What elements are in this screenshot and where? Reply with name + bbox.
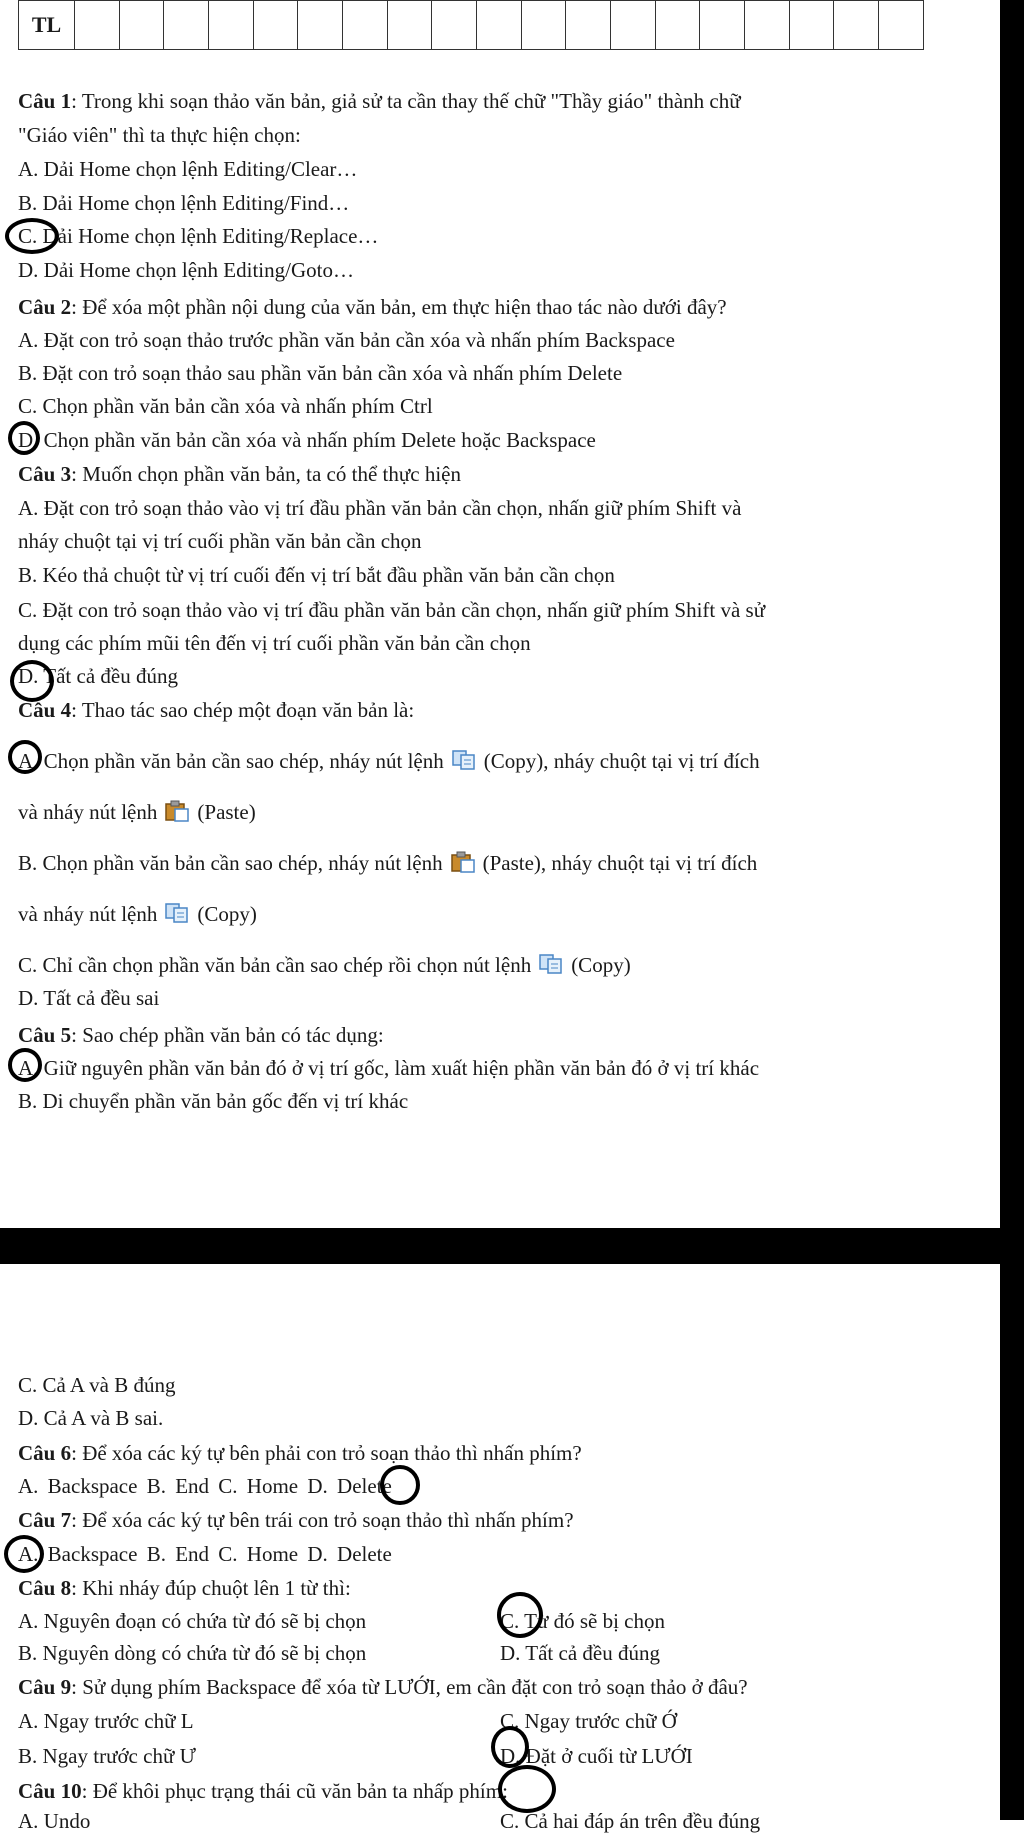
q9-stem: Câu 9: Sử dụng phím Backspace để xóa từ LƯỚI, em cần đặt con trỏ soạn thảo ở đâu? — [18, 1675, 748, 1699]
q4-option-d: D. Tất cả đều sai — [18, 986, 160, 1010]
q1-option-a: A. Dải Home chọn lệnh Editing/Clear… — [18, 157, 358, 181]
q5-stem: Câu 5: Sao chép phần văn bản có tác dụng: — [18, 1023, 384, 1047]
paste-icon — [449, 851, 477, 873]
q2-option-b: B. Đặt con trỏ soạn thảo sau phần văn bản cần xóa và nhấn phím Delete — [18, 361, 623, 385]
header-grid — [18, 0, 924, 50]
q5-option-d: D. Cả A và B sai. — [18, 1406, 164, 1430]
page-divider-bar — [0, 1228, 1024, 1264]
q10-option-a: A. Undo — [18, 1809, 91, 1833]
q4-option-b-cont: và nháy nút lệnh (Copy) — [18, 902, 257, 926]
q5-option-a: A. Giữ nguyên phần văn bản đó ở vị trí gốc, làm xuất hiện phần văn bản đó ở vị trí khác — [18, 1056, 760, 1080]
answer-mark-circle — [8, 421, 40, 455]
q8-option-b: B. Nguyên dòng có chứa từ đó sẽ bị chọn — [18, 1641, 367, 1665]
q10-option-c: C. Cả hai đáp án trên đều đúng — [500, 1809, 761, 1833]
answer-mark-circle — [497, 1592, 543, 1638]
q10-stem: Câu 10: Để khôi phục trạng thái cũ văn bản ta nhấp phím: — [18, 1779, 508, 1803]
copy-icon — [450, 749, 478, 771]
copy-icon — [163, 902, 191, 924]
answer-mark-circle — [8, 740, 42, 774]
q4-option-a: A. Chọn phần văn bản cần sao chép, nháy nút lệnh (Copy), nháy chuột tại vị trí đích — [18, 749, 760, 773]
q9-option-b: B. Ngay trước chữ Ư — [18, 1744, 196, 1768]
q7-stem: Câu 7: Để xóa các ký tự bên trái con trỏ soạn thảo thì nhấn phím? — [18, 1508, 574, 1532]
q4-option-b: B. Chọn phần văn bản cần sao chép, nháy nút lệnh (Paste), nháy chuột tại vị trí đích — [18, 851, 758, 875]
q4-option-a-cont: và nháy nút lệnh (Paste) — [18, 800, 256, 824]
q6-options: A. Backspace B. End C. Home D. Delete — [18, 1474, 392, 1498]
q7-options: A. Backspace B. End C. Home D. Delete — [18, 1542, 392, 1566]
q1-option-b: B. Dải Home chọn lệnh Editing/Find… — [18, 191, 350, 215]
answer-mark-circle — [380, 1465, 420, 1505]
q3-option-c: C. Đặt con trỏ soạn thảo vào vị trí đầu phần văn bản cần chọn, nhấn giữ phím Shift và sử — [18, 598, 766, 622]
q9-option-c: C. Ngay trước chữ Ớ — [500, 1709, 677, 1733]
q3-option-a: A. Đặt con trỏ soạn thảo vào vị trí đầu phần văn bản cần chọn, nhấn giữ phím Shift và — [18, 496, 742, 520]
q5-option-c: C. Cả A và B đúng — [18, 1373, 176, 1397]
q5-option-b: B. Di chuyển phần văn bản gốc đến vị trí khác — [18, 1089, 409, 1113]
q4-option-c: C. Chỉ cần chọn phần văn bản cần sao chép rồi chọn nút lệnh (Copy) — [18, 953, 631, 977]
q9-option-a: A. Ngay trước chữ L — [18, 1709, 194, 1733]
q8-option-c: C. Từ đó sẽ bị chọn — [500, 1609, 665, 1633]
q2-option-c: C. Chọn phần văn bản cần xóa và nhấn phím Ctrl — [18, 394, 433, 418]
q1-option-d: D. Dải Home chọn lệnh Editing/Goto… — [18, 258, 354, 282]
right-edge-bar — [1000, 0, 1024, 1820]
answer-mark-circle — [498, 1765, 556, 1813]
copy-icon — [537, 953, 565, 975]
q9-option-d: D. Đặt ở cuối từ LƯỚI — [500, 1744, 693, 1768]
q1-stem: Câu 1: Trong khi soạn thảo văn bản, giả sử ta cần thay thế chữ "Thầy giáo" thành chữ — [18, 89, 741, 113]
q4-stem: Câu 4: Thao tác sao chép một đoạn văn bản là: — [18, 698, 415, 722]
q6-stem: Câu 6: Để xóa các ký tự bên phải con trỏ soạn thảo thì nhấn phím? — [18, 1441, 582, 1465]
q8-option-d: D. Tất cả đều đúng — [500, 1641, 660, 1665]
q1-option-c: C. Dải Home chọn lệnh Editing/Replace… — [18, 224, 379, 248]
header-label: TL — [19, 1, 75, 50]
q2-option-a: A. Đặt con trỏ soạn thảo trước phần văn bản cần xóa và nhấn phím Backspace — [18, 328, 675, 352]
q1-stem-cont: "Giáo viên" thì ta thực hiện chọn: — [18, 123, 301, 147]
paste-icon — [163, 800, 191, 822]
q3-option-b: B. Kéo thả chuột từ vị trí cuối đến vị trí bắt đầu phần văn bản cần chọn — [18, 563, 615, 587]
answer-mark-circle — [10, 660, 54, 702]
q8-option-a: A. Nguyên đoạn có chứa từ đó sẽ bị chọn — [18, 1609, 367, 1633]
q3-stem: Câu 3: Muốn chọn phần văn bản, ta có thể thực hiện — [18, 462, 461, 486]
q2-stem: Câu 2: Để xóa một phần nội dung của văn bản, em thực hiện thao tác nào dưới đây? — [18, 295, 727, 319]
q3-option-a-cont: nháy chuột tại vị trí cuối phần văn bản cần chọn — [18, 529, 422, 553]
answer-mark-circle — [8, 1048, 42, 1082]
answer-mark-circle — [4, 1535, 44, 1573]
answer-mark-circle — [491, 1726, 529, 1768]
q3-option-c-cont: dụng các phím mũi tên đến vị trí cuối phần văn bản cần chọn — [18, 631, 531, 655]
q2-option-d: D. Chọn phần văn bản cần xóa và nhấn phím Delete hoặc Backspace — [18, 428, 596, 452]
answer-mark-circle — [5, 218, 59, 254]
q8-stem: Câu 8: Khi nháy đúp chuột lên 1 từ thì: — [18, 1576, 351, 1600]
q3-option-d: D. Tất cả đều đúng — [18, 664, 178, 688]
